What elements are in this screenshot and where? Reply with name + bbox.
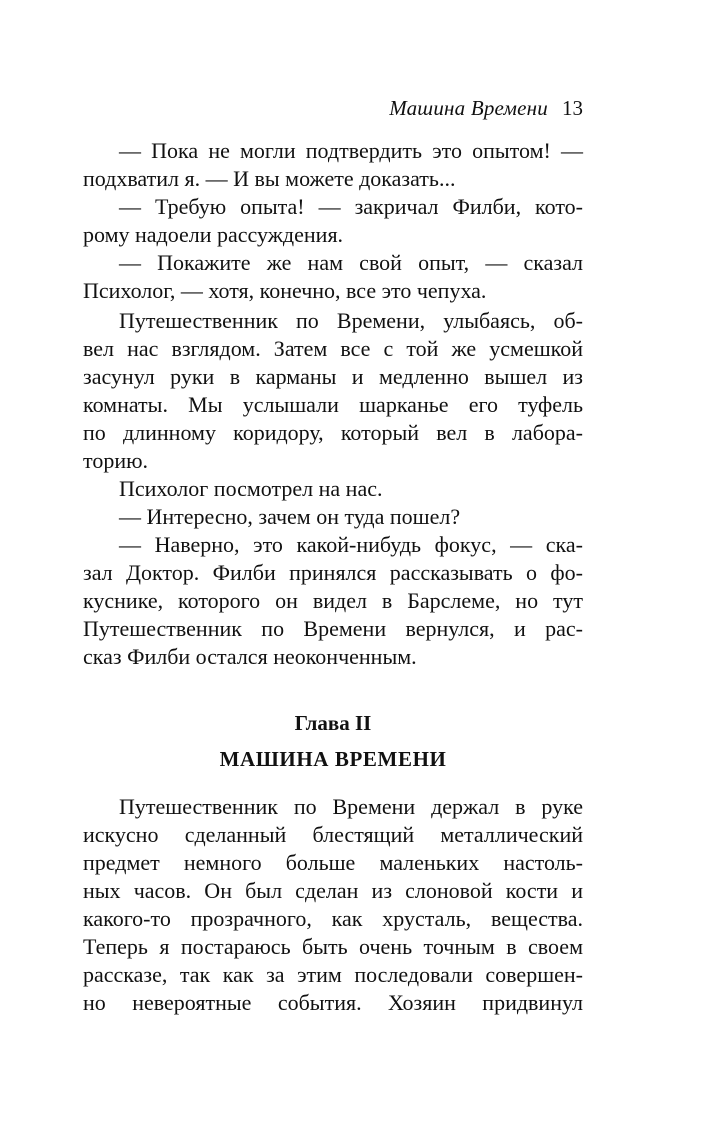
text-line: ных часов. Он был сделан из слоновой кости и	[83, 878, 583, 903]
text-line: предмет немного больше маленьких настоль-	[83, 850, 583, 875]
text-line: Путешественник по Времени, улыбаясь, об-	[119, 308, 583, 333]
text-line: Теперь я постараюсь быть очень точным в своем	[83, 934, 583, 959]
running-head	[389, 96, 583, 120]
chapter-title: МАШИНА ВРЕМЕНИ	[219, 747, 447, 771]
running-head-title: Машина Времени	[389, 96, 548, 120]
text-line: Путешественник по Времени вернулся, и рас-	[83, 616, 583, 641]
text-line: комнаты. Мы услышали шарканье его туфель	[83, 392, 583, 417]
text-line: какого-то прозрачного, как хрусталь, вещества.	[83, 906, 583, 931]
text-line: зал Доктор. Филби принялся рассказывать о фо-	[83, 560, 583, 585]
text-line: — Наверно, это какой-нибудь фокус, — ска-	[119, 532, 583, 557]
text-line: но невероятные события. Хозяин придвинул	[83, 990, 583, 1015]
text-line: — Требую опыта! — закричал Филби, кото-	[119, 194, 583, 219]
text-line: Психолог посмотрел на нас.	[119, 476, 383, 501]
text-line: по длинному коридору, который вел в лабора-	[83, 420, 583, 445]
text-line: подхватил я. — И вы можете доказать...	[83, 166, 456, 191]
text-line: торию.	[83, 448, 149, 473]
text-line: — Пока не могли подтвердить это опытом! —	[119, 138, 583, 163]
text-line: Психолог, — хотя, конечно, все это чепуха.	[83, 278, 487, 303]
page-number: 13	[562, 96, 583, 120]
text-line: рассказе, так как за этим последовали совершен-	[83, 962, 583, 987]
text-line: — Покажите же нам свой опыт, — сказал	[119, 250, 583, 275]
chapter-label: Глава II	[294, 711, 372, 735]
text-line: Путешественник по Времени держал в руке	[119, 794, 583, 819]
text-line: вел нас взглядом. Затем все с той же усмешкой	[83, 336, 583, 361]
text-line: сказ Филби остался неоконченным.	[83, 644, 417, 669]
text-line: куснике, которого он видел в Барслеме, но тут	[83, 588, 583, 613]
text-line: — Интересно, зачем он туда пошел?	[119, 504, 461, 529]
text-line: засунул руки в карманы и медленно вышел из	[83, 364, 583, 389]
text-line: искусно сделанный блестящий металлический	[83, 822, 583, 847]
text-line: рому надоели рассуждения.	[83, 222, 344, 247]
